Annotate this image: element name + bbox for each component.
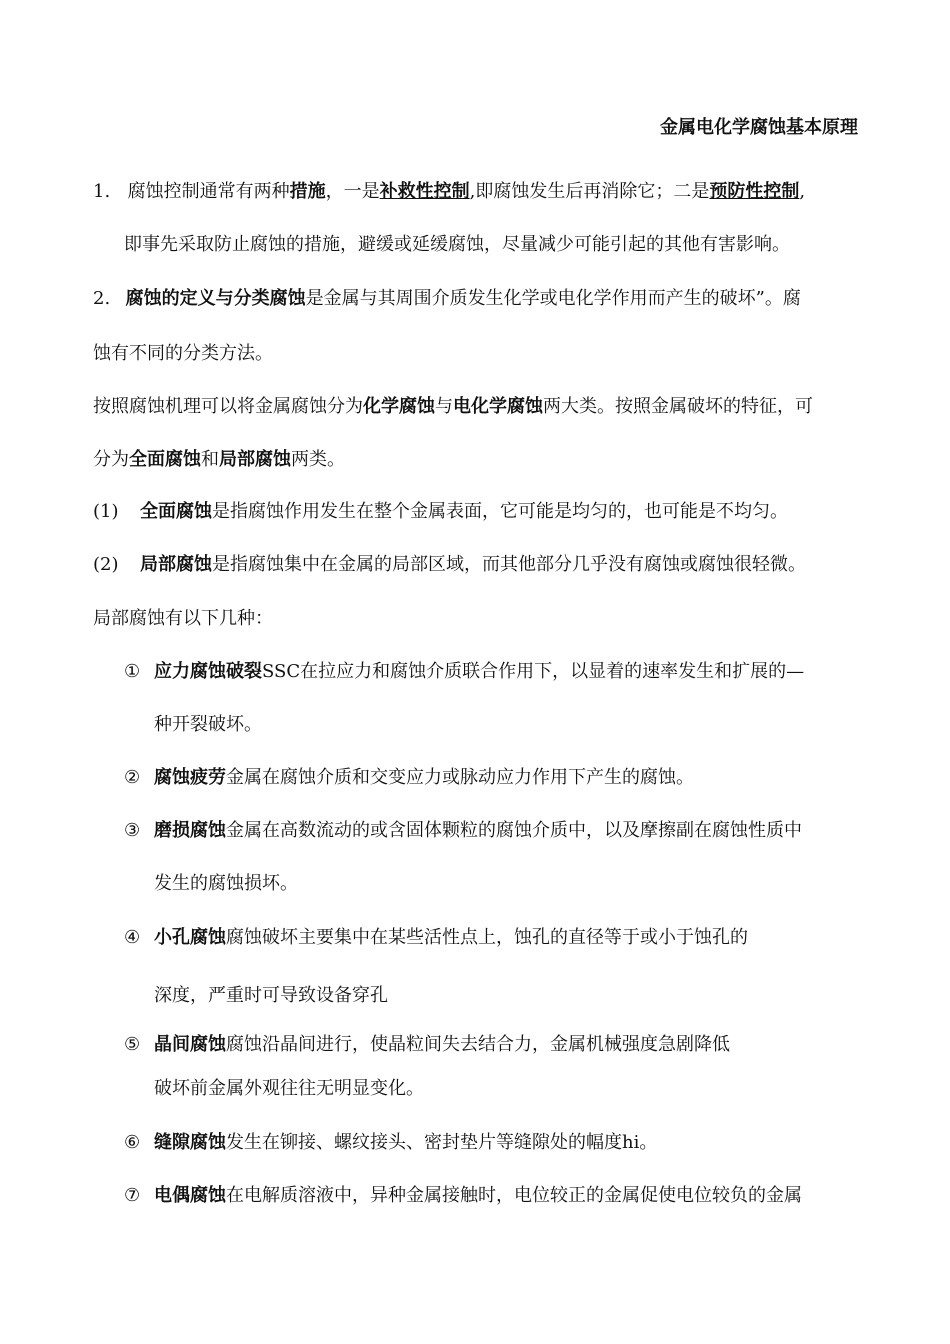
list-text: 发生在铆接、螺纹接头、密封垫片等缝隙处的幅度hi。: [226, 1132, 658, 1153]
list-term: 腐蚀疲劳: [154, 767, 226, 788]
item-general-corrosion: [93, 500, 788, 524]
paragraph-text: 和: [201, 449, 219, 470]
list-number: ①: [124, 661, 141, 682]
section-1-text: ,即腐蚀发生后再消除它；二是: [469, 181, 710, 202]
paragraph-text: 与: [435, 396, 453, 417]
list-item-galvanic: [124, 1184, 802, 1208]
term-electrochemical-corrosion: 电化学腐蚀: [453, 396, 543, 417]
page-title: 金属电化学腐蚀基本原理: [660, 117, 858, 138]
list-item-pitting: [124, 926, 748, 950]
section-1-line-2: 即事先采取防止腐蚀的措施，避缓或延缓腐蚀，尽量减少可能引起的其他有害影响。: [124, 234, 790, 255]
local-corrosion-intro: 局部腐蚀有以下几种：: [93, 608, 273, 629]
list-text: 腐蚀破坏主要集中在某些活性点上，蚀孔的直径等于或小于蚀孔的: [226, 927, 748, 948]
item-text: 是指腐蚀集中在金属的局部区域，而其他部分几乎没有腐蚀或腐蚀很轻微。: [211, 554, 806, 575]
paragraph-text: 按照腐蚀机理可以将金属腐蚀分为: [93, 396, 363, 417]
section-2-line-1: [93, 287, 801, 311]
item-number: (1): [93, 501, 119, 522]
section-1-text: ，一是: [325, 181, 380, 202]
list-term: 电偶腐蚀: [154, 1185, 226, 1206]
list-item-stress-corrosion: [124, 660, 804, 684]
list-item-continuation: 破坏前金属外观往往无明显变化。: [154, 1078, 424, 1099]
list-item-continuation: 种开裂破坏。: [154, 714, 262, 735]
list-term: 缝隙腐蚀: [154, 1132, 226, 1153]
item-text: 是指腐蚀作用发生在整个金属表面，它可能是均匀的，也可能是不均匀。: [211, 501, 788, 522]
list-number: ⑥: [124, 1132, 141, 1153]
list-text: 金属在腐蚀介质和交变应力或脉动应力作用下产生的腐蚀。: [226, 767, 694, 788]
list-text: 在电解质溶液中，异种金属接触时，电位较正的金属促使电位较负的金属: [226, 1185, 802, 1206]
term-chemical-corrosion: 化学腐蚀: [363, 396, 435, 417]
term-remedial-control: 补救性控制: [379, 181, 470, 202]
term-general-corrosion: 全面腐蚀: [129, 449, 201, 470]
paragraph-text: 分为: [93, 449, 129, 470]
section-1-number: 1.: [93, 181, 111, 202]
paragraph-text: 两类。: [291, 449, 345, 470]
list-term: 应力腐蚀破裂: [154, 661, 262, 682]
list-number: ②: [124, 767, 141, 788]
list-item-intergranular: [124, 1033, 730, 1057]
list-item-continuation: 深度，严重时可导致设备穿孔: [154, 985, 388, 1006]
term-local-corrosion: 局部腐蚀: [219, 449, 291, 470]
list-number: ⑦: [124, 1185, 141, 1206]
item-term: 全面腐蚀: [139, 501, 212, 522]
list-number: ③: [124, 820, 141, 841]
section-2-line-2: 蚀有不同的分类方法。: [93, 343, 273, 364]
list-item-erosion-corrosion: [124, 819, 802, 843]
list-number: ④: [124, 927, 141, 948]
list-text: SSC在拉应力和腐蚀介质联合作用下，以显着的速率发生和扩展的—: [262, 661, 805, 682]
item-term: 局部腐蚀: [139, 554, 212, 575]
list-term: 晶间腐蚀: [154, 1034, 226, 1055]
list-item-corrosion-fatigue: [124, 766, 694, 790]
section-2-number: 2.: [93, 288, 111, 309]
list-number: ⑤: [124, 1034, 141, 1055]
section-2-text: 是金属与其周围介质发生化学或电化学作用而产生的破坏”。腐: [305, 288, 801, 309]
term-preventive-control: 预防性控制: [709, 181, 800, 202]
section-1-line-1: [93, 180, 805, 204]
paragraph-classification-line-2: [93, 448, 345, 472]
list-item-crevice: [124, 1131, 657, 1155]
list-term: 小孔腐蚀: [154, 927, 226, 948]
section-1-bold-term: 措施: [289, 181, 326, 202]
item-local-corrosion: [93, 553, 806, 577]
item-number: (2): [93, 554, 119, 575]
paragraph-text: 两大类。按照金属破坏的特征，可: [543, 396, 813, 417]
list-item-continuation: 发生的腐蚀损坏。: [154, 873, 298, 894]
section-2-heading: 腐蚀的定义与分类腐蚀: [125, 288, 306, 309]
list-text: 腐蚀沿晶间进行，使晶粒间失去结合力，金属机械强度急剧降低: [226, 1034, 730, 1055]
section-1-text: ,: [799, 181, 806, 202]
list-term: 磨损腐蚀: [154, 820, 226, 841]
section-1-text: 腐蚀控制通常有两种: [127, 181, 290, 202]
paragraph-classification-line-1: [93, 395, 813, 419]
list-text: 金属在高数流动的或含固体颗粒的腐蚀介质中，以及摩擦副在腐蚀性质中: [226, 820, 802, 841]
